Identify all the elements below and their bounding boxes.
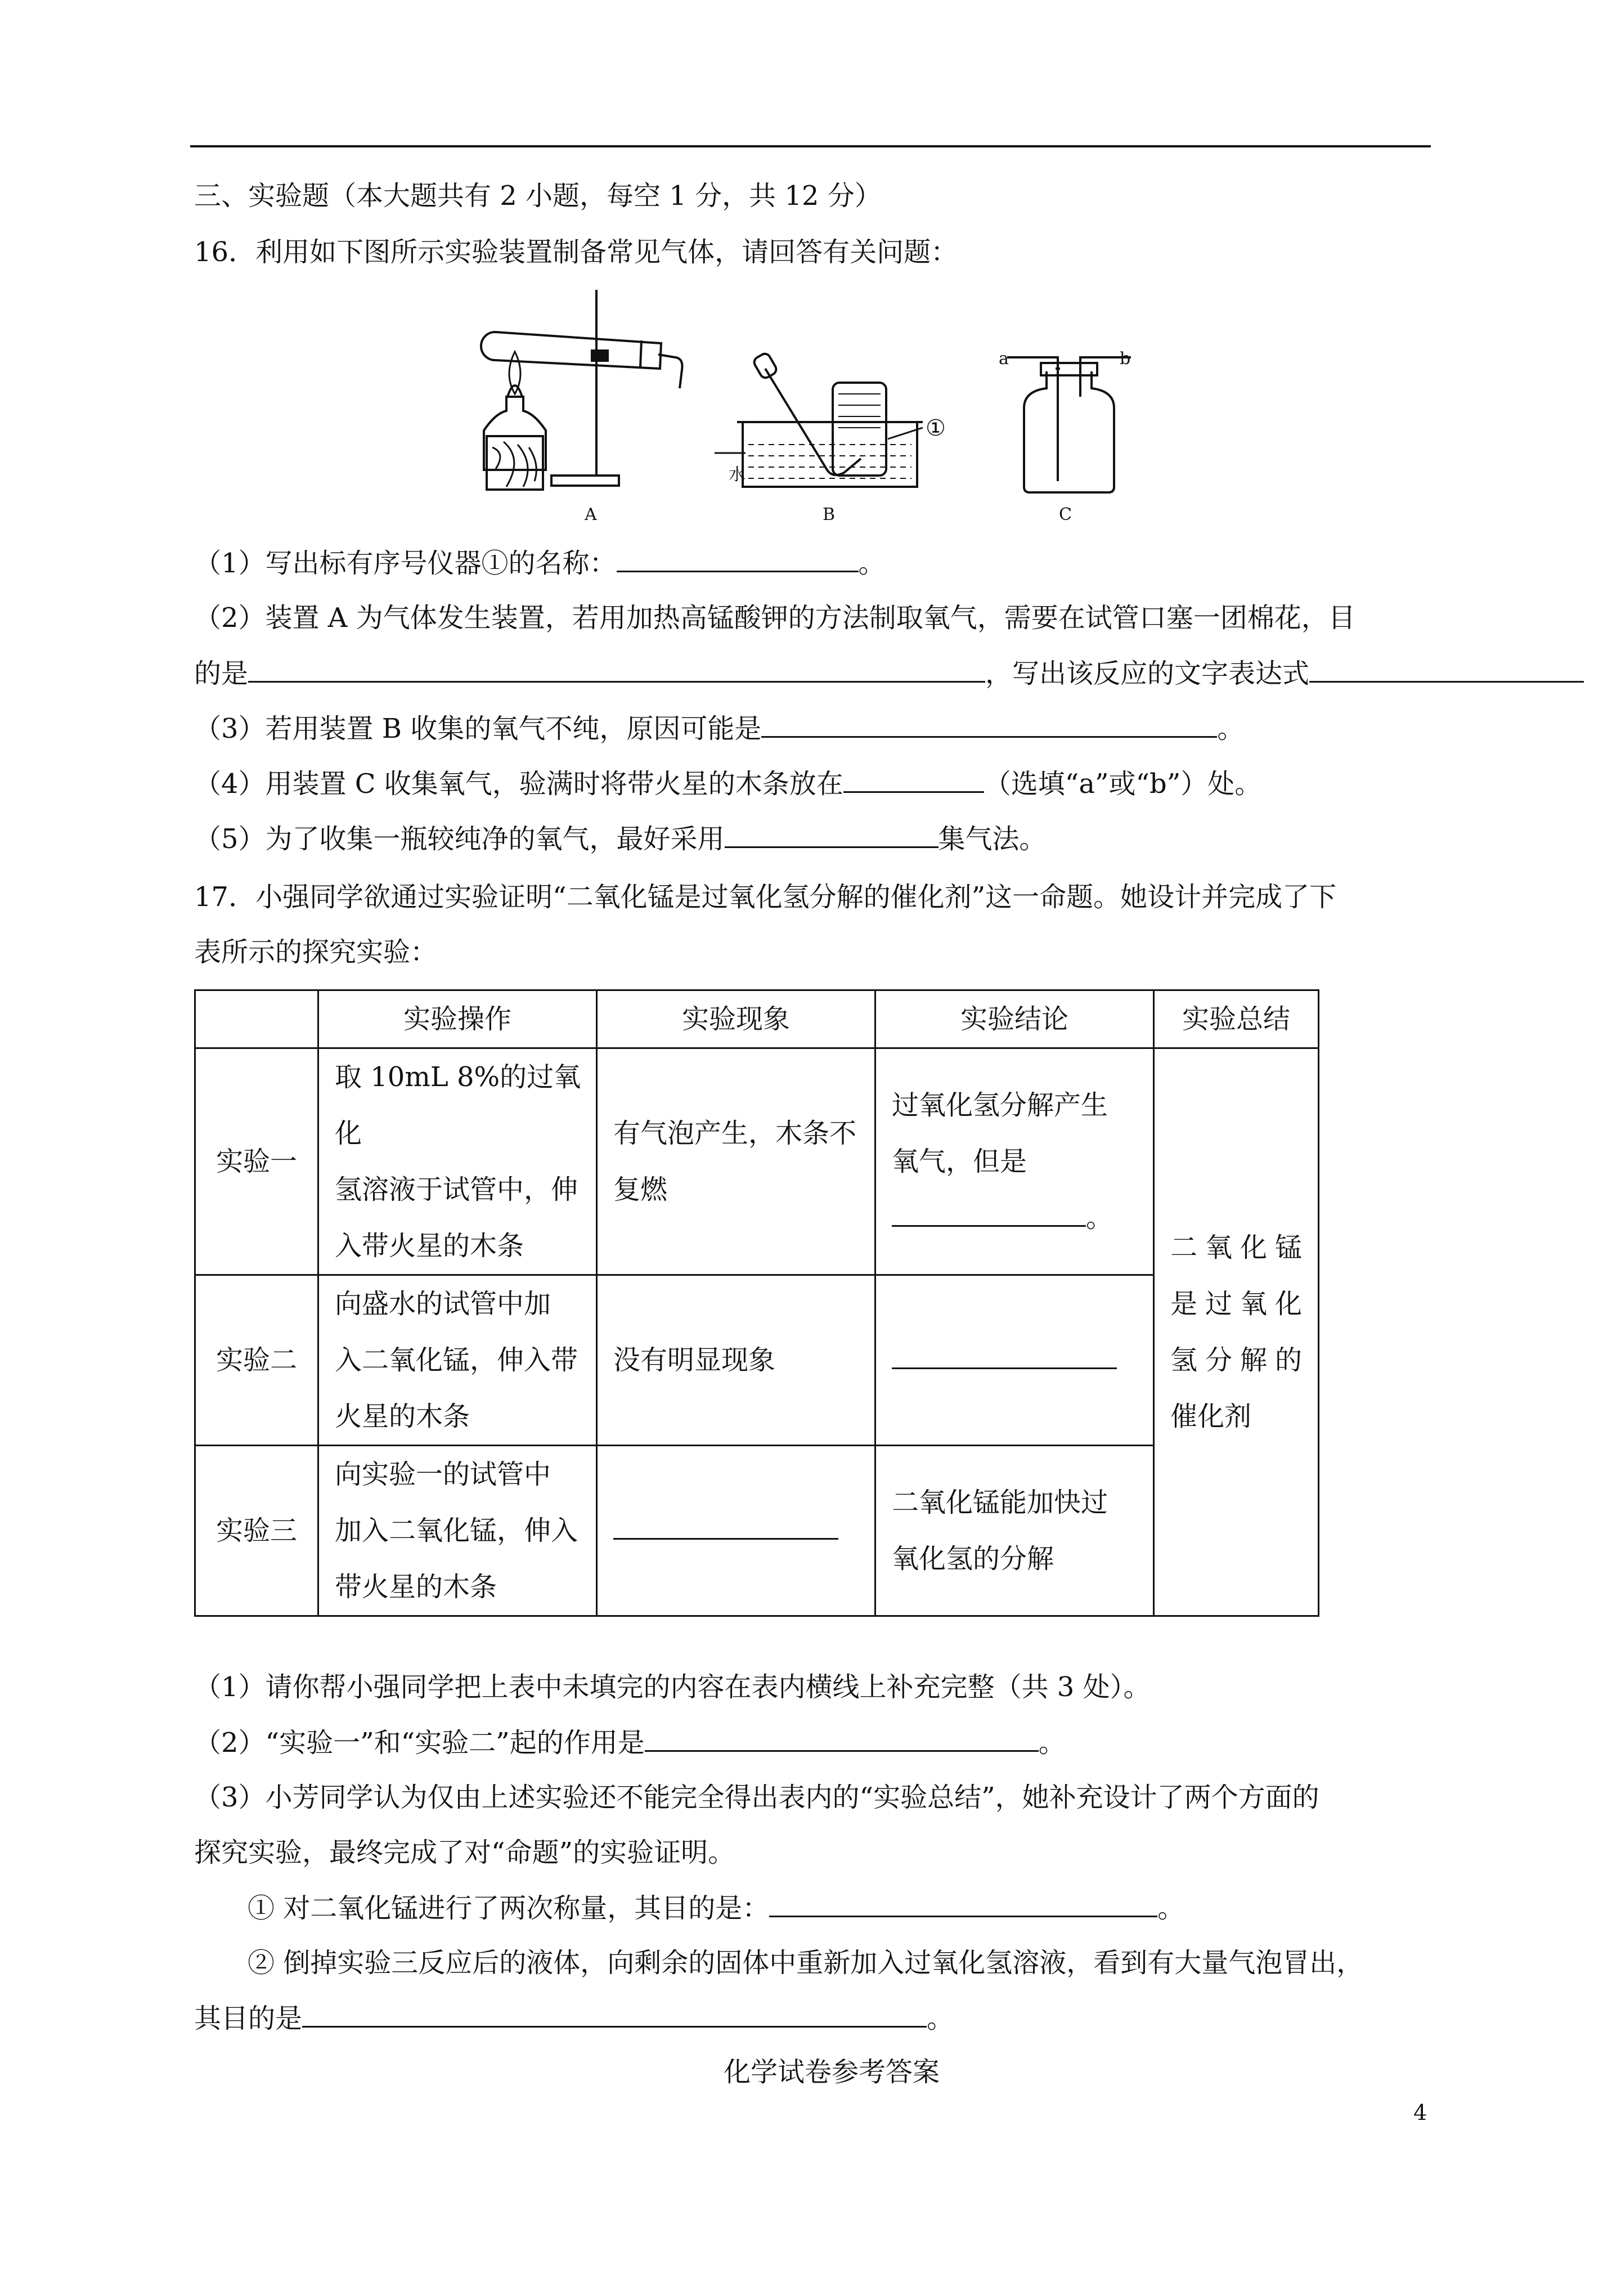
conclusion-line: 氧化氢的分解: [892, 1543, 1054, 1575]
apparatus-figure: [473, 284, 1148, 532]
row-name: 实验二: [195, 1275, 318, 1446]
answer-section-title: 化学试卷参考答案: [724, 2056, 940, 2088]
q16-sub5-blank[interactable]: [725, 822, 939, 848]
table-header-cell: 实验结论: [875, 990, 1154, 1048]
q16-sub2-blank-expression[interactable]: [1309, 656, 1584, 683]
operation-line: 加入二氧化锰，伸入: [335, 1515, 578, 1546]
table-header-cell: 实验操作: [318, 990, 597, 1048]
figure-label-c: C: [1059, 505, 1072, 524]
question-17-stem-line2: 表所示的探究实验：: [194, 936, 438, 968]
operation-line: 入带火星的木条: [335, 1230, 524, 1262]
table-blank-3[interactable]: [613, 1513, 838, 1540]
conclusion-cell: [875, 1048, 1154, 1275]
header-rule: [190, 145, 1431, 147]
figure-label-water: 水: [729, 465, 746, 485]
operation-line: 氢溶液于试管中，伸: [335, 1174, 578, 1205]
operation-line: 入二氧化锰，伸入带: [335, 1344, 578, 1376]
summary-line: 催化剂: [1170, 1401, 1252, 1432]
operation-line: 向盛水的试管中加: [335, 1288, 551, 1320]
q16-sub2-blank-purpose[interactable]: [248, 656, 985, 683]
experiment-table: [194, 989, 1319, 1617]
q17-sub3-line1: （3）小芳同学认为仅由上述实验还不能完全得出表内的“实验总结”，她补充设计了两个方面的: [194, 1782, 1319, 1813]
section-title: 三、实验题（本大题共有 2 小题，每空 1 分，共 12 分）: [194, 180, 882, 212]
phenomenon-line: 有气泡产生，木条不: [613, 1118, 857, 1149]
table-header-cell: [195, 990, 318, 1048]
q17-sub2: （2）“实验一”和“实验二”起的作用是 。: [194, 1725, 1066, 1760]
table-header-cell: 实验总结: [1154, 990, 1319, 1048]
q17-sub3-item2-line1: ② 倒掉实验三反应后的液体，向剩余的固体中重新加入过氧化氢溶液，看到有大量气泡冒出，: [248, 1947, 1364, 1979]
q17-sub2-blank[interactable]: [645, 1725, 1039, 1752]
row-name: 实验一: [195, 1048, 318, 1275]
table-blank-2[interactable]: [892, 1343, 1117, 1369]
conclusion-cell: [875, 1446, 1154, 1616]
conclusion-line-blank: 。: [892, 1190, 1147, 1246]
q16-sub1-blank[interactable]: [617, 546, 859, 572]
summary-line: 二氧化锰: [1170, 1232, 1302, 1263]
summary-line: 氢分解的: [1170, 1344, 1302, 1376]
q17-sub3-item2-line2: 其目的是 。: [194, 2001, 954, 2035]
q16-sub4: （4）用装置 C 收集氧气，验满时将带火星的木条放在 （选填“a”或“b”）处。: [194, 766, 1261, 801]
q17-sub3-item2-blank[interactable]: [302, 2001, 927, 2028]
summary-cell: [1154, 1048, 1319, 1616]
operation-line: 带火星的木条: [335, 1571, 497, 1603]
q17-sub1: （1）请你帮小强同学把上表中未填完的内容在表内横线上补充完整（共 3 处）。: [194, 1671, 1151, 1703]
figure-label-circle-1: ①: [926, 415, 946, 441]
conclusion-line: 二氧化锰能加快过: [892, 1487, 1108, 1518]
phenomenon-cell: [597, 1446, 875, 1616]
q17-sub3-line2: 探究实验，最终完成了对“命题”的实验证明。: [194, 1837, 735, 1868]
phenomenon-line: 没有明显现象: [613, 1344, 776, 1376]
apparatus-c: [1007, 357, 1131, 492]
table-row: [195, 1446, 1319, 1616]
question-16-stem: 16．利用如下图所示实验装置制备常见气体，请回答有关问题：: [194, 236, 958, 268]
operation-line: 火星的木条: [335, 1401, 470, 1432]
operation-line: 向实验一的试管中: [335, 1459, 551, 1490]
page-number: 4: [1413, 2100, 1427, 2125]
conclusion-cell: [875, 1275, 1154, 1446]
figure-label-b-port: b: [1120, 349, 1131, 369]
summary-line: 是过氧化: [1170, 1288, 1302, 1320]
q16-sub3: （3）若用装置 B 收集的氧气不纯，原因可能是 。: [194, 711, 1244, 746]
operation-line: 取 10mL 8%的过氧化: [335, 1061, 581, 1149]
q16-sub2-line1: （2）装置 A 为气体发生装置，若用加热高锰酸钾的方法制取氧气，需要在试管口塞一团棉花，目: [194, 602, 1355, 634]
q16-sub3-blank[interactable]: [761, 711, 1217, 738]
q16-sub1: （1）写出标有序号仪器①的名称： 。: [194, 546, 886, 580]
row-name: 实验三: [195, 1446, 318, 1616]
q17-sub3-item1-blank[interactable]: [769, 1891, 1157, 1917]
operation-cell: [318, 1446, 597, 1616]
conclusion-line: 氧气，但是: [892, 1146, 1027, 1177]
table-row: [195, 1275, 1319, 1446]
q16-sub4-blank[interactable]: [843, 766, 984, 793]
phenomenon-cell: [597, 1275, 875, 1446]
operation-cell: [318, 1048, 597, 1275]
table-header-cell: 实验现象: [597, 990, 875, 1048]
conclusion-line: 过氧化氢分解产生: [892, 1089, 1108, 1121]
phenomenon-line: 复燃: [613, 1174, 668, 1205]
table-blank-1[interactable]: [892, 1200, 1086, 1227]
figure-label-b: B: [823, 505, 836, 524]
figure-label-a: A: [585, 505, 597, 524]
q17-sub3-item1: ① 对二氧化锰进行了两次称量，其目的是： 。: [248, 1891, 1184, 1925]
question-17-stem-line1: 17．小强同学欲通过实验证明“二氧化锰是过氧化氢分解的催化剂”这一命题。她设计并完成了下: [194, 881, 1337, 913]
operation-cell: [318, 1275, 597, 1446]
apparatus-a: [481, 290, 682, 490]
apparatus-b: [715, 352, 923, 487]
table-row: [195, 1048, 1319, 1275]
q16-sub2-line2: 的是 ，写出该反应的文字表达式: [194, 656, 1584, 690]
figure-label-a-port: a: [999, 349, 1009, 369]
table-header-row: [195, 990, 1319, 1048]
phenomenon-cell: [597, 1048, 875, 1275]
q16-sub5: （5）为了收集一瓶较纯净的氧气，最好采用 集气法。: [194, 822, 1047, 856]
